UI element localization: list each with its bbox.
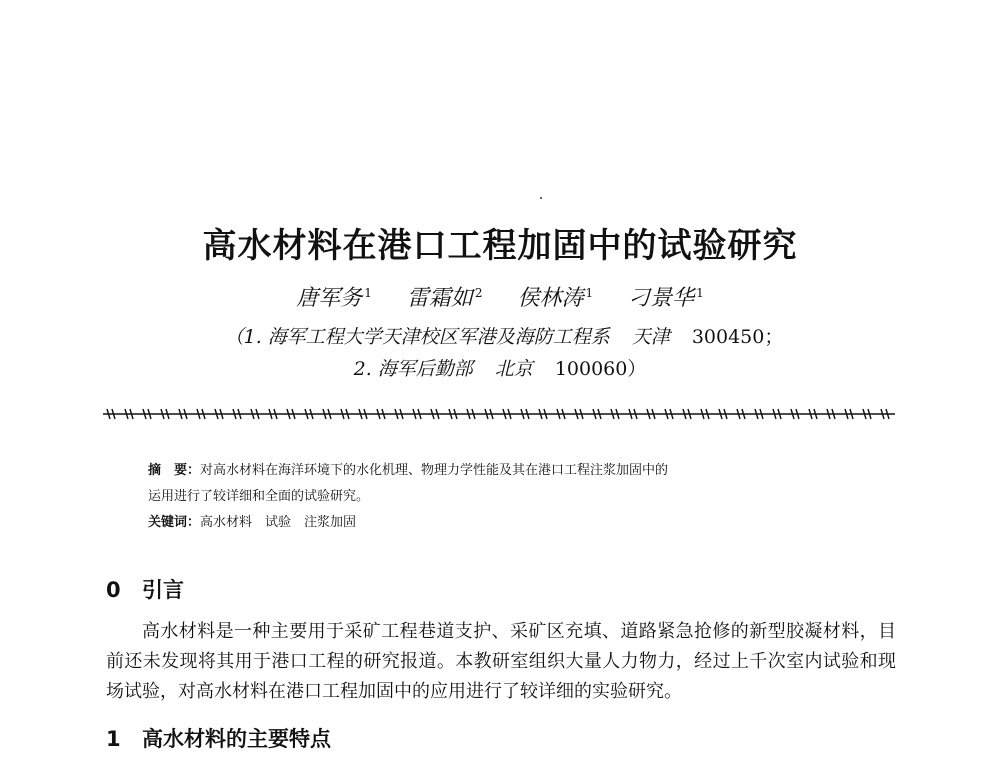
abstract-block	[148, 458, 868, 536]
author-3: 侯林涛 $^1$	[517, 285, 594, 311]
affiliation-line-1: （1. 海军工程大学天津校区军港及海防工程系 天津 300450；	[224, 326, 784, 348]
section-heading-features: 1 高水材料的主要特点	[106, 727, 331, 751]
keywords-line: 关键词：高水材料 试验 注浆加固	[148, 515, 357, 530]
abstract-line-2: 运用进行了较详细和全面的试验研究。	[148, 489, 370, 504]
author-2: 雷霜如 $^2$	[406, 285, 483, 311]
abstract-line-1: 摘 要：对高水材料在海洋环境下的水化机理、物理力学性能及其在港口工程注浆加固中的	[148, 463, 669, 478]
author-4: 刁景华 $^1$	[628, 285, 704, 311]
author-list	[0, 281, 1000, 312]
scan-speck	[540, 197, 542, 199]
author-1: 唐军务 $^1$	[296, 285, 372, 311]
affiliation-line-2: 2. 海军后勤部 北京 100060）	[353, 358, 647, 380]
introduction-paragraph: 高水材料是一种主要用于采矿工程巷道支护、采矿区充填、道路紧急抢修的新型胶凝材料，目前还未发现将其用于港口工程的研究报道。本教研室组织大量人力物力，经过上千次室内试验和现场试验，对高水材料在港口工程加固中的应用进行了较详细的实验研究。	[106, 621, 896, 702]
decorative-separator-rule	[103, 404, 895, 424]
section-heading-introduction: 0 引言	[106, 578, 184, 602]
paper-title: 高水材料在港口工程加固中的试验研究	[202, 226, 798, 266]
